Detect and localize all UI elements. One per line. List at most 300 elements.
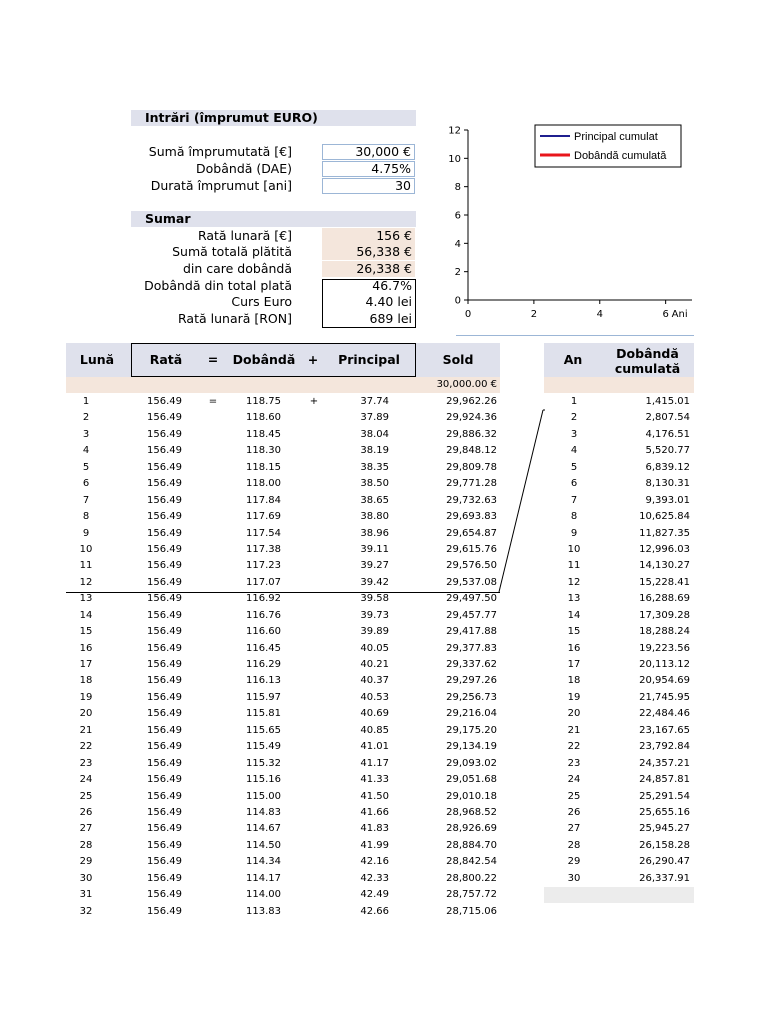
row-luna: 3 (82, 428, 90, 440)
table-row (66, 739, 506, 755)
row-luna: 2 (82, 412, 90, 424)
row-sold: 28,800.22 (446, 872, 497, 884)
row-principal: 41.50 (360, 790, 389, 802)
row-dobanda: 116.60 (246, 626, 281, 638)
chart-legend (535, 125, 681, 167)
row-principal: 39.11 (360, 543, 389, 555)
y-tick-label: 4 (454, 238, 461, 250)
table-row (66, 624, 506, 640)
row-dobanda: 118.75 (246, 396, 281, 407)
amortization-rows (66, 394, 506, 920)
row-rata: 156.49 (147, 774, 182, 786)
row-sold: 28,757.72 (446, 889, 497, 901)
row-eq: = (208, 396, 218, 407)
row-principal: 38.19 (360, 445, 389, 457)
row-luna: 26 (79, 806, 93, 818)
yearly-cumulat: 16,288.69 (639, 593, 690, 605)
row-luna: 9 (82, 527, 90, 539)
yearly-cumulat: 25,655.16 (639, 806, 690, 818)
row-plus: + (309, 396, 319, 407)
yearly-an: 21 (567, 724, 581, 736)
total-paid-label: Sumă totală plătită (172, 244, 292, 259)
total-interest-value: 26,338 € (322, 261, 415, 277)
row-dobanda: 115.16 (246, 774, 281, 786)
row-dobanda: 118.60 (246, 412, 281, 424)
yearly-cumulat: 18,288.24 (639, 626, 690, 638)
row-luna: 28 (79, 839, 93, 851)
row-luna: 11 (79, 560, 93, 572)
yearly-an: 23 (567, 757, 581, 769)
table-row (66, 427, 506, 443)
yearly-an: 3 (570, 428, 578, 440)
yearly-an: 11 (567, 560, 581, 572)
row-principal: 41.33 (360, 774, 389, 786)
table-row (66, 608, 506, 624)
total-interest-label: din care dobândă (182, 261, 292, 276)
row-rata: 156.49 (147, 445, 182, 457)
row-luna: 25 (79, 790, 93, 802)
x-tick-label: 6 (662, 309, 669, 320)
yearly-cumulat: 17,309.28 (639, 609, 690, 621)
yearly-an: 8 (570, 511, 578, 523)
row-dobanda: 115.32 (246, 757, 281, 769)
yearly-an: 20 (567, 708, 581, 720)
amount-input[interactable]: 30,000 € (322, 144, 415, 160)
row-rata: 156.49 (147, 856, 182, 868)
row-luna: 4 (82, 445, 90, 457)
total-paid-value: 56,338 € (322, 244, 415, 260)
yearly-row (544, 443, 694, 459)
row-sold: 29,732.63 (446, 494, 497, 506)
col-plus-header: + (307, 352, 319, 367)
row-luna: 18 (79, 675, 93, 687)
inputs-section-title: Intrări (împrumut EURO) (131, 110, 416, 126)
yearly-an: 30 (567, 872, 581, 884)
chart-divider (456, 335, 694, 336)
row-dobanda: 115.00 (246, 790, 281, 802)
row-dobanda: 115.97 (246, 691, 281, 703)
row-luna: 12 (79, 576, 93, 588)
yearly-an: 17 (567, 659, 581, 670)
y-tick-label: 2 (454, 267, 461, 279)
row-principal: 40.05 (360, 642, 389, 654)
table-row (66, 887, 506, 903)
y-tick-label: 6 (454, 210, 461, 222)
yearly-an: 14 (567, 609, 581, 621)
row-dobanda: 114.50 (246, 839, 281, 851)
row-principal: 40.37 (360, 675, 389, 687)
row-luna: 24 (79, 774, 93, 786)
row-dobanda: 115.81 (246, 708, 281, 720)
row-sold: 29,457.77 (446, 609, 497, 621)
row-luna: 20 (79, 708, 93, 720)
yearly-row (544, 394, 694, 410)
yearly-cumulat: 2,807.54 (645, 412, 690, 424)
row-rata: 156.49 (147, 659, 182, 670)
row-sold: 29,924.36 (446, 412, 497, 424)
interest-share-value: 46.7% (372, 278, 412, 293)
row-principal: 39.73 (360, 609, 389, 621)
row-luna: 32 (79, 905, 93, 917)
row-sold: 29,134.19 (446, 741, 497, 753)
row-dobanda: 118.00 (246, 478, 281, 490)
row-luna: 6 (82, 478, 90, 490)
yearly-row (544, 493, 694, 509)
table-row (66, 575, 506, 591)
row-sold: 29,537.08 (446, 576, 497, 588)
row-rata: 156.49 (147, 478, 182, 490)
row-sold: 29,615.76 (446, 543, 497, 555)
yearly-an: 2 (570, 412, 578, 424)
row-rata: 156.49 (147, 806, 182, 818)
monthly-ron-value: 689 lei (369, 311, 412, 326)
yearly-row (544, 542, 694, 558)
yearly-cumulat: 25,945.27 (639, 823, 690, 835)
yearly-cumulat: 9,393.01 (645, 494, 690, 506)
row-luna: 8 (82, 511, 90, 523)
yearly-row (544, 657, 694, 673)
row-rata: 156.49 (147, 527, 182, 539)
row-principal: 38.50 (360, 478, 389, 490)
yearly-cumulat: 22,484.46 (639, 708, 690, 720)
row-principal: 40.53 (360, 691, 389, 703)
table-row (66, 542, 506, 558)
fx-rate-label: Curs Euro (231, 294, 292, 309)
yearly-cumulat: 8,130.31 (645, 478, 690, 490)
table-row (66, 460, 506, 476)
row-dobanda: 117.23 (246, 560, 281, 572)
yearly-row (544, 641, 694, 657)
row-dobanda: 114.83 (246, 806, 281, 818)
yearly-row (544, 509, 694, 525)
row-dobanda: 113.83 (246, 905, 281, 917)
row-rata: 156.49 (147, 823, 182, 835)
yearly-an: 16 (567, 642, 581, 654)
row-principal: 42.66 (360, 905, 389, 917)
table-row (66, 410, 506, 426)
row-principal: 41.83 (360, 823, 389, 835)
row-sold: 29,886.32 (446, 428, 497, 440)
initial-balance-value: 30,000.00 € (436, 379, 497, 390)
col-eq-header: = (207, 352, 219, 367)
table-row (66, 673, 506, 689)
y-tick-label: 12 (448, 125, 461, 137)
yearly-row (544, 460, 694, 476)
row-sold: 28,968.52 (446, 806, 497, 818)
row-rata: 156.49 (147, 560, 182, 572)
row-luna: 15 (79, 626, 93, 638)
yearly-an: 22 (567, 741, 581, 753)
row-dobanda: 114.00 (246, 889, 281, 901)
yearly-cumulat: 20,113.12 (639, 659, 690, 670)
table-row (66, 904, 506, 920)
row-luna: 5 (82, 461, 90, 473)
row-principal: 40.69 (360, 708, 389, 720)
row-dobanda: 117.07 (246, 576, 281, 588)
cumulative-chart (440, 120, 702, 330)
yearly-row (544, 558, 694, 574)
row-sold: 29,216.04 (446, 708, 497, 720)
yearly-row (544, 427, 694, 443)
yearly-an: 12 (567, 576, 581, 588)
yearly-row (544, 706, 694, 722)
row-principal: 39.42 (360, 576, 389, 588)
col-an-header: An (563, 352, 583, 367)
row-luna: 14 (79, 609, 93, 621)
col-principal-header: Principal (338, 352, 400, 367)
row-dobanda: 117.84 (246, 494, 281, 506)
y-tick-label: 10 (448, 153, 461, 165)
table-row (66, 509, 506, 525)
yearly-cumulat: 1,415.01 (645, 396, 690, 407)
yearly-an: 9 (570, 527, 578, 539)
legend-label: Principal cumulat (574, 131, 658, 143)
rate-label: Dobândă (DAE) (196, 161, 292, 176)
rate-input[interactable]: 4.75% (322, 161, 415, 177)
monthly-payment-label: Rată lunară [€] (197, 228, 292, 243)
yearly-an: 24 (567, 774, 581, 786)
row-dobanda: 116.13 (246, 675, 281, 687)
row-luna: 23 (79, 757, 93, 769)
interest-share-label: Dobândă din total plată (144, 278, 292, 293)
y-tick-label: 0 (454, 295, 461, 307)
row-sold: 29,497.50 (446, 593, 497, 605)
row-luna: 29 (79, 856, 93, 868)
row-principal: 39.58 (360, 593, 389, 605)
col-cumulat-header: Dobândă cumulată (614, 346, 681, 376)
row-rata: 156.49 (147, 511, 182, 523)
row-rata: 156.49 (147, 724, 182, 736)
yearly-row (544, 871, 694, 887)
yearly-rows (544, 394, 694, 887)
row-sold: 29,297.26 (446, 675, 497, 687)
yearly-cumulat: 6,839.12 (645, 461, 690, 473)
row-dobanda: 115.65 (246, 724, 281, 736)
row-sold: 28,926.69 (446, 823, 497, 835)
yearly-cumulat: 11,827.35 (639, 527, 690, 539)
row-rata: 156.49 (147, 461, 182, 473)
col-sold-header: Sold (442, 352, 474, 367)
yearly-row (544, 739, 694, 755)
row-principal: 42.33 (360, 872, 389, 884)
row-rata: 156.49 (147, 494, 182, 506)
row-principal: 38.80 (360, 511, 389, 523)
table-row (66, 394, 506, 410)
yearly-row (544, 838, 694, 854)
row-luna: 7 (82, 494, 90, 506)
yearly-cumulat: 20,954.69 (639, 675, 690, 687)
table-row (66, 641, 506, 657)
table-row (66, 723, 506, 739)
row-rata: 156.49 (147, 626, 182, 638)
row-luna: 22 (79, 741, 93, 753)
yearly-row (544, 756, 694, 772)
amount-label: Sumă împrumutată [€] (148, 144, 292, 159)
col-dobanda-header: Dobândă (232, 352, 296, 367)
row-principal: 41.99 (360, 839, 389, 851)
row-principal: 41.01 (360, 741, 389, 753)
row-rata: 156.49 (147, 708, 182, 720)
row-principal: 42.16 (360, 856, 389, 868)
yearly-an: 18 (567, 675, 581, 687)
yearly-an: 10 (567, 543, 581, 555)
yearly-initial-row (544, 377, 694, 393)
monthly-ron-label: Rată lunară [RON] (178, 311, 292, 326)
row-principal: 37.89 (360, 412, 389, 424)
row-dobanda: 115.49 (246, 741, 281, 753)
table-row (66, 690, 506, 706)
yearly-cumulat: 26,290.47 (639, 856, 690, 868)
x-tick-label: 0 (464, 309, 472, 320)
row-dobanda: 118.45 (246, 428, 281, 440)
row-sold: 29,377.83 (446, 642, 497, 654)
yearly-an: 27 (567, 823, 581, 835)
row-rata: 156.49 (147, 741, 182, 753)
row-sold: 29,175.20 (446, 724, 497, 736)
yearly-an: 5 (570, 461, 578, 473)
row-dobanda: 114.34 (246, 856, 281, 868)
row-rata: 156.49 (147, 428, 182, 440)
yearly-cumulat: 5,520.77 (645, 445, 690, 457)
yearly-an: 1 (570, 396, 578, 407)
row-sold: 29,337.62 (446, 659, 497, 670)
table-row (66, 805, 506, 821)
row-luna: 21 (79, 724, 93, 736)
row-rata: 156.49 (147, 691, 182, 703)
duration-input[interactable]: 30 (322, 178, 415, 194)
row-sold: 29,771.28 (446, 478, 497, 490)
yearly-row (544, 410, 694, 426)
yearly-an: 26 (567, 806, 581, 818)
row-luna: 31 (79, 889, 93, 901)
row-dobanda: 114.17 (246, 872, 281, 884)
yearly-cumulat: 25,291.54 (639, 790, 690, 802)
yearly-an: 19 (567, 691, 581, 703)
row-principal: 37.74 (360, 396, 389, 407)
row-sold: 28,715.06 (446, 905, 497, 917)
row-luna: 19 (79, 691, 93, 703)
row-rata: 156.49 (147, 757, 182, 769)
yearly-row (544, 805, 694, 821)
fx-rate-value: 4.40 lei (365, 294, 412, 309)
row-rata: 156.49 (147, 675, 182, 687)
monthly-payment-value: 156 € (322, 228, 415, 244)
row-sold: 28,842.54 (446, 856, 497, 868)
table-row (66, 657, 506, 673)
row-sold: 29,962.26 (446, 396, 497, 407)
yearly-row (544, 608, 694, 624)
yearly-cumulat: 19,223.56 (639, 642, 690, 654)
yearly-footer-row (544, 887, 694, 903)
col-luna-header: Lună (79, 352, 115, 367)
table-row (66, 706, 506, 722)
table-row (66, 591, 506, 607)
yearly-an: 13 (567, 593, 581, 605)
yearly-cumulat: 23,792.84 (639, 741, 690, 753)
row-sold: 29,010.18 (446, 790, 497, 802)
row-sold: 29,051.68 (446, 774, 497, 786)
row-sold: 29,256.73 (446, 691, 497, 703)
row-sold: 29,693.83 (446, 511, 497, 523)
yearly-cumulat: 24,357.21 (639, 757, 690, 769)
yearly-row (544, 526, 694, 542)
row-sold: 29,093.02 (446, 757, 497, 769)
year-connector-line (497, 405, 545, 595)
row-dobanda: 117.38 (246, 543, 281, 555)
row-principal: 38.35 (360, 461, 389, 473)
row-sold: 29,576.50 (446, 560, 497, 572)
row-principal: 39.89 (360, 626, 389, 638)
duration-label: Durată împrumut [ani] (150, 178, 292, 193)
row-luna: 13 (79, 593, 93, 605)
table-row (66, 772, 506, 788)
yearly-row (544, 854, 694, 870)
row-rata: 156.49 (147, 593, 182, 605)
yearly-row (544, 690, 694, 706)
row-luna: 17 (79, 659, 93, 670)
yearly-row (544, 591, 694, 607)
table-row (66, 838, 506, 854)
row-rata: 156.49 (147, 642, 182, 654)
yearly-cumulat: 21,745.95 (639, 691, 690, 703)
yearly-cumulat: 14,130.27 (639, 560, 690, 572)
summary-section-title: Sumar (131, 211, 416, 227)
row-sold: 29,654.87 (446, 527, 497, 539)
row-luna: 16 (79, 642, 93, 654)
row-sold: 28,884.70 (446, 839, 497, 851)
row-dobanda: 117.54 (246, 527, 281, 539)
row-luna: 27 (79, 823, 93, 835)
yearly-cumulat: 26,337.91 (639, 872, 690, 884)
yearly-cumulat: 23,167.65 (639, 724, 690, 736)
year-separator-line (66, 592, 500, 593)
row-principal: 42.49 (360, 889, 389, 901)
table-row (66, 493, 506, 509)
x-axis-label: Ani (671, 309, 688, 320)
yearly-row (544, 476, 694, 492)
table-row (66, 756, 506, 772)
row-rata: 156.49 (147, 790, 182, 802)
row-rata: 156.49 (147, 396, 182, 407)
yearly-an: 4 (570, 445, 578, 457)
row-sold: 29,417.88 (446, 626, 497, 638)
row-luna: 1 (82, 396, 90, 407)
col-rata-header: Rată (149, 352, 183, 367)
row-dobanda: 116.92 (246, 593, 281, 605)
yearly-an: 25 (567, 790, 581, 802)
row-dobanda: 116.45 (246, 642, 281, 654)
yearly-cumulat: 4,176.51 (645, 428, 690, 440)
row-dobanda: 117.69 (246, 511, 281, 523)
row-principal: 38.96 (360, 527, 389, 539)
y-tick-label: 8 (454, 182, 461, 194)
yearly-row (544, 575, 694, 591)
table-row (66, 558, 506, 574)
row-rata: 156.49 (147, 543, 182, 555)
yearly-an: 15 (567, 626, 581, 638)
row-dobanda: 116.29 (246, 659, 281, 670)
x-tick-label: 4 (596, 309, 603, 320)
yearly-cumulat: 10,625.84 (639, 511, 690, 523)
yearly-row (544, 821, 694, 837)
row-rata: 156.49 (147, 889, 182, 901)
yearly-row (544, 723, 694, 739)
row-principal: 41.17 (360, 757, 389, 769)
row-principal: 40.21 (360, 659, 389, 670)
row-luna: 30 (79, 872, 93, 884)
row-rata: 156.49 (147, 576, 182, 588)
row-dobanda: 116.76 (246, 609, 281, 621)
